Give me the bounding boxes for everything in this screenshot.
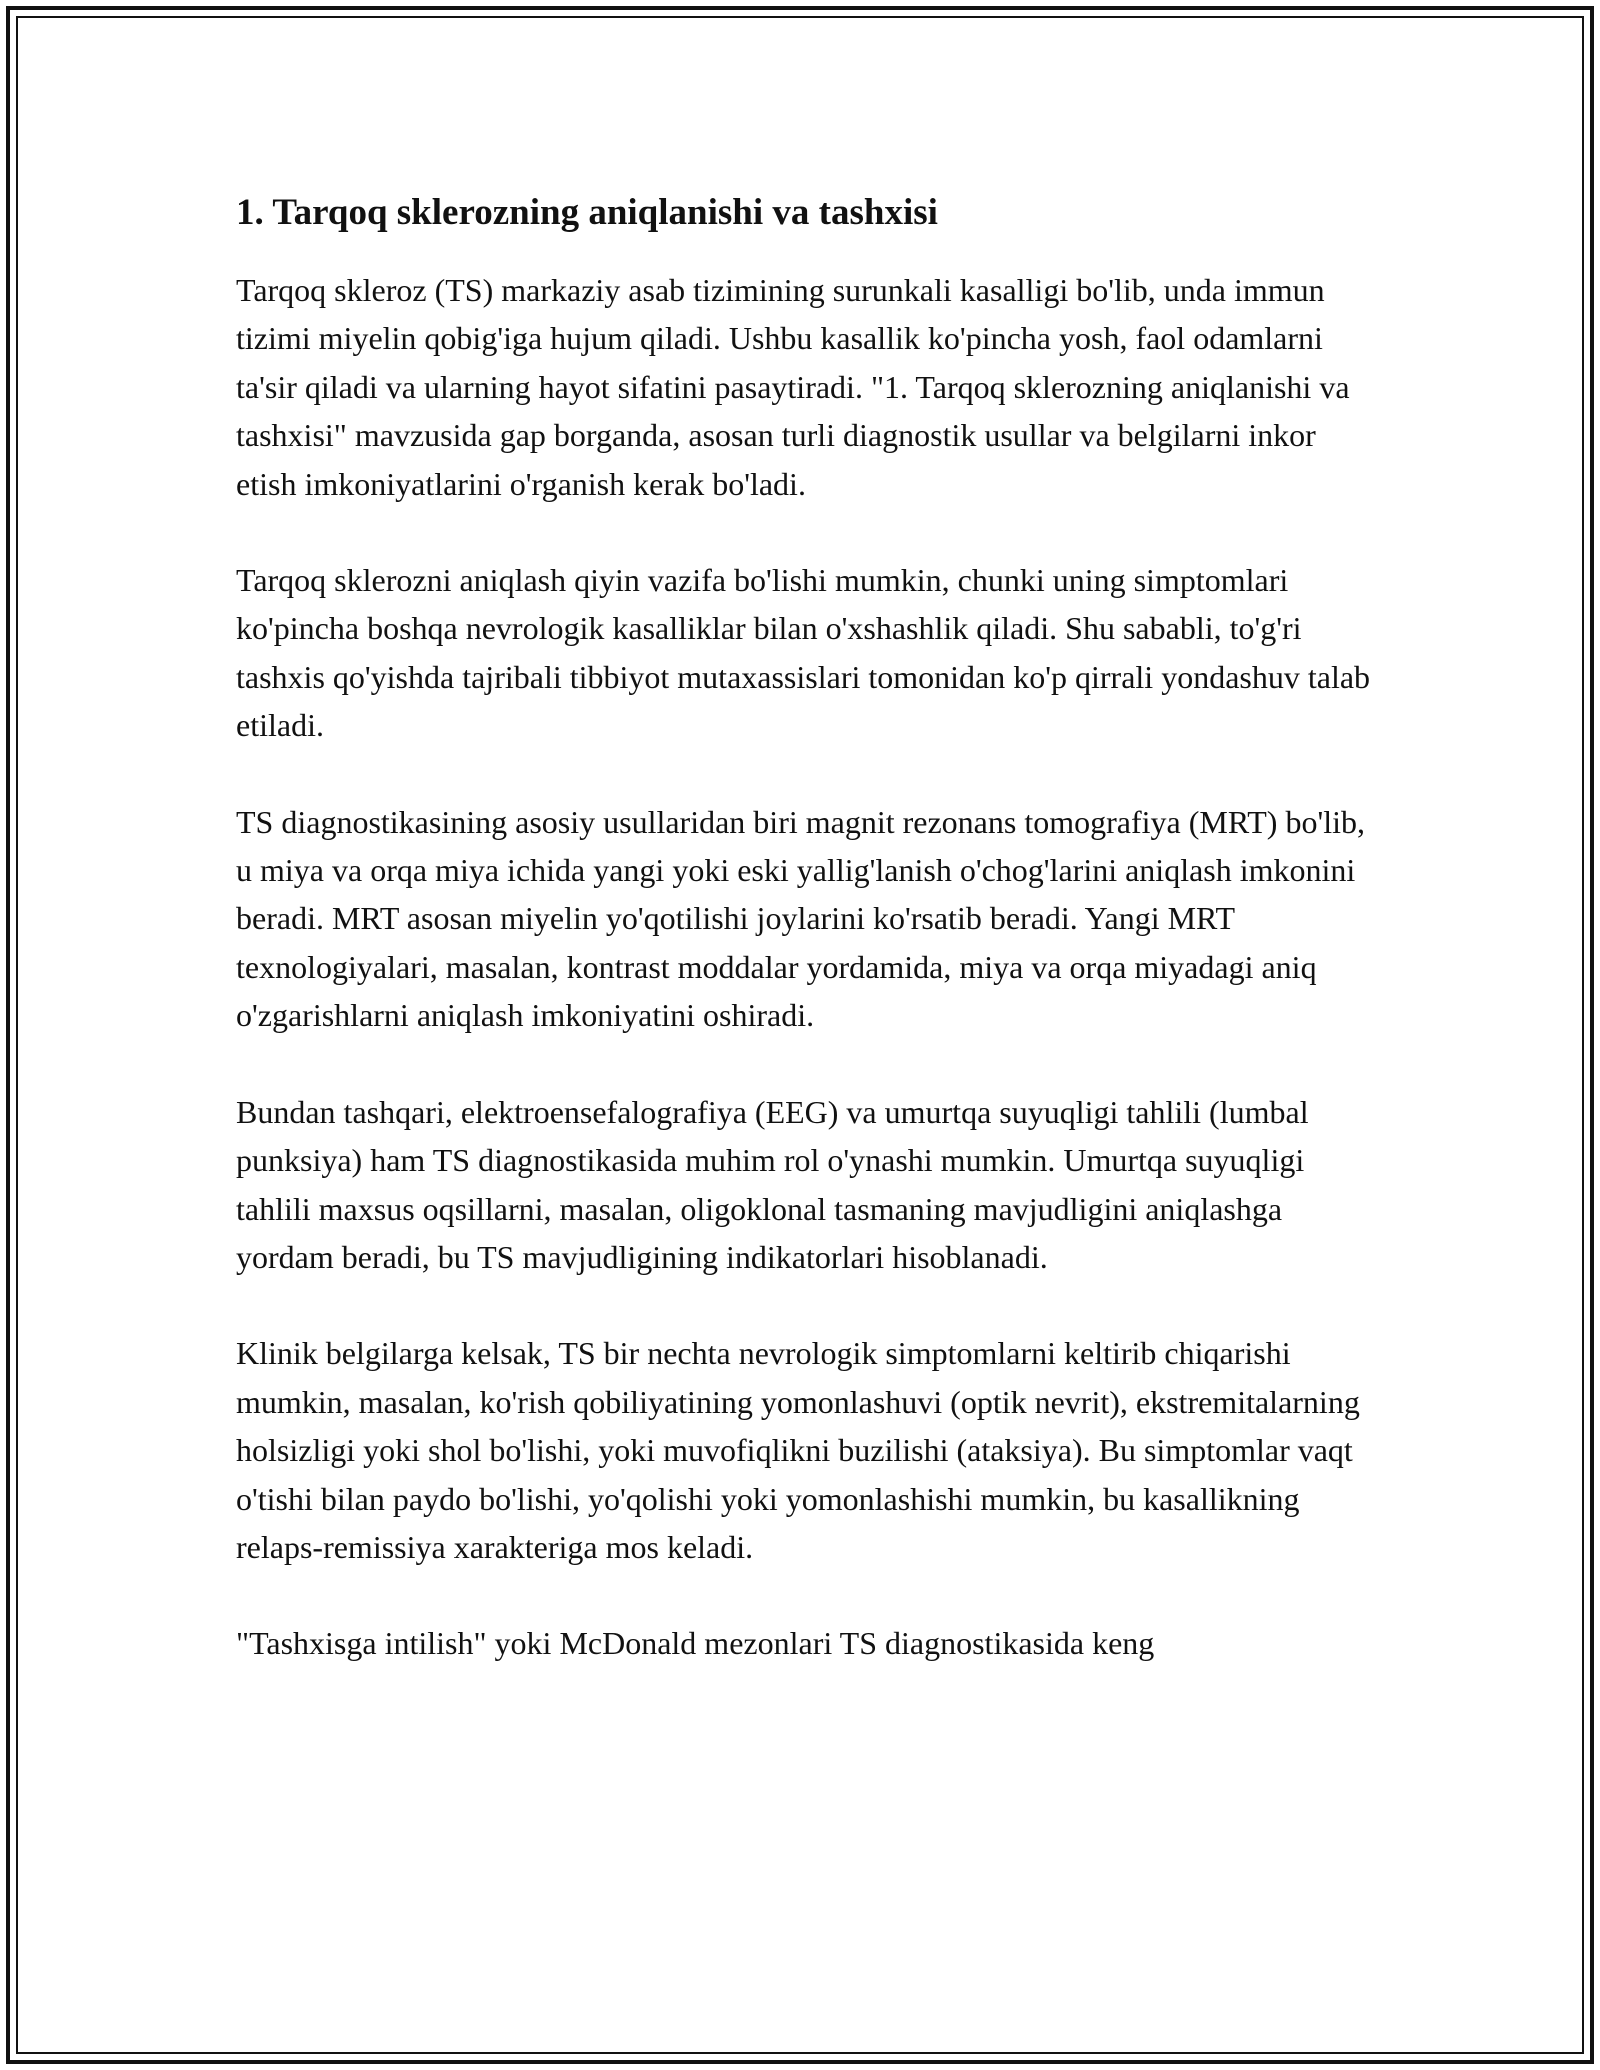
paragraph-eeg-lumbar: Bundan tashqari, elektroensefalografiya (EEG) va umurtqa suyuqligi tahlili (lumbal punksiya) ham TS diagnostikasida muhim rol o'ynashi mumkin. Umurtqa suyuqligi tahlili maxsus oqsillarni, masalan, oligoklonal tasmaning mavjudligini aniqlashga yordam beradi, bu TS mavjudligining indikatorlari hisoblanadi. [236,1093,1309,1275]
document-body [236,186,1376,1668]
paragraph-difficulty: Tarqoq sklerozni aniqlash qiyin vazifa bo'lishi mumkin, chunki uning simptomlari ko'pincha boshqa nevrologik kasalliklar bilan o'xshashlik qiladi. Shu sababli, to'g'ri tashxis qo'yishda tajribali tibbiyot mutaxassislari tomonidan ko'p qirrali yondashuv talab etiladi. [236,562,1371,744]
paragraph-clinical-signs: Klinik belgilarga kelsak, TS bir nechta nevrologik simptomlarni keltirib chiqarishi mumkin, masalan, ko'rish qobiliyatining yomonlashuvi (optik nevrit), ekstremitalarning holsizligi yoki shol bo'lishi, yoki muvofiqlikni buzilishi (ataksiya). Bu simptomlar vaqt o'tishi bilan paydo bo'lishi, yo'qolishi yoki yomonlashishi mumkin, bu kasallikning relaps-remissiya xarakteriga mos keladi. [236,1335,1360,1565]
paragraph-mcdonald: "Tashxisga intilish" yoki McDonald mezonlari TS diagnostikasida keng [236,1625,1155,1662]
paragraph-intro: Tarqoq skleroz (TS) markaziy asab tizimining surunkali kasalligi bo'lib, unda immun tizimi miyelin qobig'iga hujum qiladi. Ushbu kasallik ko'pincha yosh, faol odamlarni ta'sir qiladi va ularning hayot sifatini pasaytiradi. "1. Tarqoq sklerozning aniqlanishi va tashxisi" mavzusida gap borganda, asosan turli diagnostik usullar va belgilarni inkor etish imkoniyatlarini o'rganish kerak bo'ladi. [236,272,1350,502]
paragraph-mri: TS diagnostikasining asosiy usullaridan biri magnit rezonans tomografiya (MRT) bo'lib, u miya va orqa miya ichida yangi yoki eski yallig'lanish o'chog'larini aniqlash imkonini beradi. MRT asosan miyelin yo'qotilishi joylarini ko'rsatib beradi. Yangi MRT texnologiyalari, masalan, kontrast moddalar yordamida, miya va orqa miyadagi aniq o'zgarishlarni aniqlash imkoniyatini oshiradi. [236,803,1365,1034]
section-heading: 1. Tarqoq sklerozning aniqlanishi va tashxisi [236,192,938,233]
